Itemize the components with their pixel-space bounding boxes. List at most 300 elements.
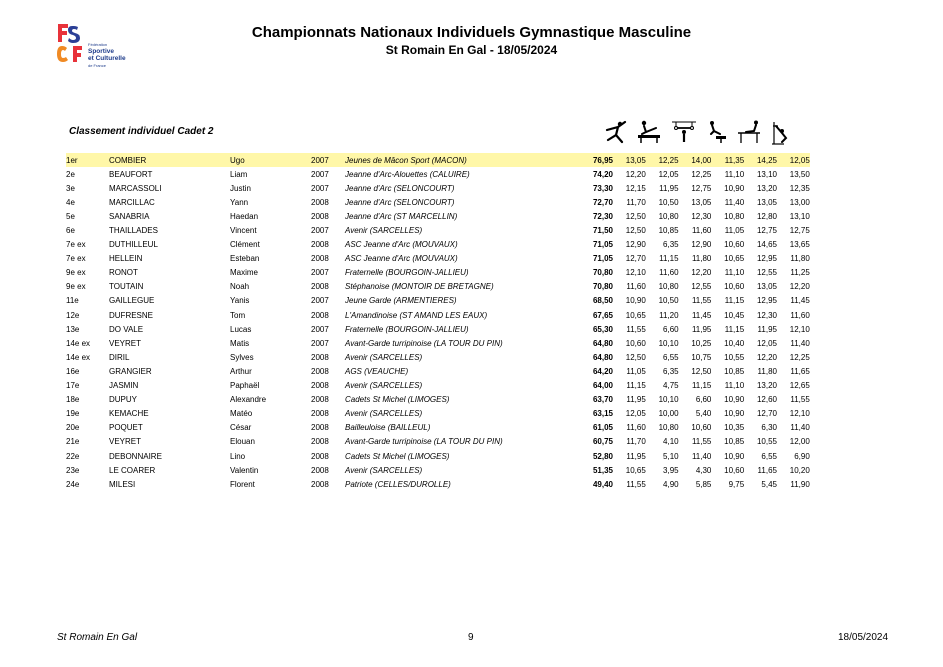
score-cell: 12,50 (625, 226, 646, 236)
total-cell: 68,50 (592, 296, 613, 306)
year-cell: 2008 (311, 423, 329, 433)
score-cell: 12,75 (756, 226, 777, 236)
rank-cell: 20e (66, 423, 80, 433)
score-cell: 10,85 (658, 226, 679, 236)
score-cell: 11,15 (724, 324, 745, 334)
score-cell: 11,65 (757, 465, 777, 475)
score-cell: 12,20 (625, 169, 646, 179)
vault-icon (706, 120, 728, 144)
lastname-cell: GRANGIER (109, 366, 152, 376)
score-cell: 5,10 (663, 451, 679, 461)
score-cell: 13,20 (756, 381, 777, 391)
score-cell: 12,65 (789, 381, 810, 391)
score-cell: 11,20 (659, 310, 679, 320)
table-row (66, 435, 810, 449)
rank-cell: 17e (66, 381, 80, 391)
score-cell: 10,50 (658, 296, 679, 306)
total-cell: 72,70 (592, 197, 613, 207)
lastname-cell: DO VALE (109, 324, 144, 334)
score-cell: 11,10 (724, 381, 745, 391)
score-cell: 11,55 (626, 479, 646, 489)
score-cell: 11,40 (790, 338, 810, 348)
year-cell: 2008 (311, 366, 329, 376)
table-row (66, 336, 810, 350)
score-cell: 4,75 (663, 381, 679, 391)
score-cell: 6,35 (663, 240, 679, 250)
club-cell: ASC Jeanne d'Arc (MOUVAUX) (345, 254, 458, 264)
score-cell: 11,55 (790, 395, 810, 405)
year-cell: 2008 (311, 479, 329, 489)
score-cell: 4,30 (695, 465, 712, 475)
lastname-cell: VEYRET (109, 437, 142, 447)
year-cell: 2008 (311, 211, 329, 221)
lastname-cell: RONOT (109, 268, 138, 278)
club-cell: Patriote (CELLES/DUROLLE) (345, 479, 451, 489)
table-row (66, 280, 810, 294)
lastname-cell: DUTHILLEUL (109, 240, 158, 250)
firstname-cell: Lino (230, 451, 246, 461)
club-cell: Avant-Garde turripinoise (LA TOUR DU PIN) (345, 338, 503, 348)
firstname-cell: Maxime (230, 268, 259, 278)
logo-line-3: et Culturelle (88, 55, 126, 62)
score-cell: 10,10 (658, 338, 679, 348)
lastname-cell: BEAUFORT (109, 169, 153, 179)
club-cell: Stéphanoise (MONTOIR DE BRETAGNE) (345, 282, 494, 292)
table-row (66, 252, 810, 266)
year-cell: 2007 (311, 169, 329, 179)
lastname-cell: DIRIL (109, 352, 130, 362)
total-cell: 70,80 (592, 282, 613, 292)
total-cell: 71,05 (592, 254, 613, 264)
firstname-cell: Valentin (230, 465, 259, 475)
score-cell: 13,05 (691, 197, 712, 207)
score-cell: 12,25 (789, 352, 810, 362)
lastname-cell: MARCILLAC (109, 197, 155, 207)
firstname-cell: Clément (230, 240, 260, 250)
table-row (66, 153, 810, 167)
ranking-table-body (66, 153, 810, 491)
score-cell: 10,90 (724, 409, 745, 419)
year-cell: 2008 (311, 381, 329, 391)
rank-cell: 5e (66, 211, 75, 221)
rank-cell: 23e (66, 465, 80, 475)
score-cell: 11,95 (626, 395, 646, 405)
rank-cell: 2e (66, 169, 75, 179)
score-cell: 12,55 (756, 268, 777, 278)
club-cell: Jeanne d'Arc-Alouettes (CALUIRE) (345, 169, 470, 179)
footer-location: St Romain En Gal (57, 632, 138, 643)
logo-line-4: de France (88, 63, 107, 68)
table-row (66, 195, 810, 209)
lastname-cell: THAILLADES (109, 226, 158, 236)
score-cell: 10,55 (756, 437, 777, 447)
club-cell: Fraternelle (BOURGOIN-JALLIEU) (345, 324, 469, 334)
score-cell: 13,10 (789, 211, 810, 221)
club-cell: Jeunes de Mâcon Sport (MACON) (345, 153, 571, 167)
table-row (66, 308, 810, 322)
firstname-cell: Matis (230, 338, 250, 348)
score-cell: 12,10 (789, 409, 810, 419)
lastname-cell: SANABRIA (109, 211, 150, 221)
club-cell: Jeanne d'Arc (ST MARCELLIN) (345, 211, 458, 221)
total-cell: 71,50 (592, 226, 613, 236)
score-cell: 11,80 (691, 254, 712, 264)
firstname-cell: Vincent (230, 226, 257, 236)
score-cell: 10,10 (658, 395, 679, 405)
score-cell: 9,75 (728, 479, 745, 489)
score-cell: 11,55 (626, 324, 646, 334)
score-cell: 10,60 (691, 423, 712, 433)
total-cell: 74,20 (592, 169, 613, 179)
year-cell: 2007 (311, 324, 329, 334)
parallel-bars-icon (736, 120, 762, 144)
rank-cell: 14e ex (66, 352, 91, 362)
firstname-cell: Noah (230, 282, 250, 292)
total-cell: 70,80 (592, 268, 613, 278)
score-cell: 11,55 (691, 296, 712, 306)
score-cell: 10,65 (625, 465, 646, 475)
footer-page-number: 9 (468, 632, 474, 643)
score-cell: 6,35 (663, 366, 679, 376)
total-cell: 64,20 (592, 366, 613, 376)
page-title: Championnats Nationaux Individuels Gymnastique Masculine (251, 24, 692, 41)
club-cell: ASC Jeanne d'Arc (MOUVAUX) (345, 240, 458, 250)
firstname-cell: Esteban (230, 254, 260, 264)
total-cell: 64,00 (592, 381, 613, 391)
lastname-cell: DUPUY (109, 395, 138, 405)
rank-cell: 21e (66, 437, 80, 447)
firstname-cell: Tom (230, 310, 246, 320)
score-cell: 12,75 (789, 226, 810, 236)
club-cell: Avenir (SARCELLES) (345, 409, 423, 419)
score-cell: 13,05 (756, 282, 777, 292)
score-cell: 10,75 (691, 352, 712, 362)
rank-cell: 1er (66, 153, 109, 167)
score-cell: 11,45 (691, 310, 712, 320)
total-cell: 73,30 (592, 183, 613, 193)
score-cell: 11,15 (626, 381, 646, 391)
score-cell: 10,90 (625, 296, 646, 306)
firstname-cell: Alexandre (230, 395, 267, 405)
table-row (66, 407, 810, 421)
firstname-cell: Matéo (230, 409, 253, 419)
rank-cell: 19e (66, 409, 80, 419)
year-cell: 2008 (311, 465, 329, 475)
club-cell: Avenir (SARCELLES) (345, 352, 423, 362)
score-cell: 13,10 (756, 169, 777, 179)
lastname-cell: HELLEIN (109, 254, 143, 264)
logo-line-1: Fédération (88, 42, 108, 47)
score-cell: 10,60 (724, 240, 745, 250)
score-cell: 6,60 (695, 395, 712, 405)
score-cell: 14,65 (756, 240, 777, 250)
lastname-cell: VEYRET (109, 338, 142, 348)
year-cell: 2008 (311, 352, 329, 362)
score-cell: 12,05 (777, 153, 810, 167)
score-cell: 11,70 (626, 197, 646, 207)
score-cell: 11,60 (659, 268, 679, 278)
score-cell: 10,85 (724, 437, 745, 447)
score-cell: 6,55 (761, 451, 777, 461)
score-cell: 11,55 (691, 437, 712, 447)
score-cell: 11,60 (626, 282, 646, 292)
total-cell: 76,95 (571, 153, 613, 167)
score-cell: 11,60 (790, 310, 810, 320)
rank-cell: 7e ex (66, 254, 86, 264)
club-cell: Avenir (SARCELLES) (345, 381, 423, 391)
lastname-cell: MARCASSOLI (109, 183, 162, 193)
score-cell: 11,65 (790, 366, 810, 376)
score-cell: 11,95 (659, 183, 679, 193)
score-cell: 5,45 (761, 479, 777, 489)
rank-cell: 3e (66, 183, 75, 193)
score-cell: 14,00 (679, 153, 712, 167)
footer-date: 18/05/2024 (838, 632, 889, 643)
score-cell: 10,65 (724, 254, 745, 264)
total-cell: 52,80 (592, 451, 613, 461)
rank-cell: 4e (66, 197, 75, 207)
year-cell: 2007 (311, 226, 329, 236)
score-cell: 5,85 (695, 479, 712, 489)
score-cell: 12,50 (625, 352, 646, 362)
club-cell: Avenir (SARCELLES) (345, 465, 423, 475)
lastname-cell: POQUET (109, 423, 143, 433)
score-cell: 6,90 (794, 451, 810, 461)
club-cell: Cadets St Michel (LIMOGES) (345, 395, 450, 405)
score-cell: 10,60 (724, 282, 745, 292)
score-cell: 11,15 (691, 381, 712, 391)
lastname-cell: JASMIN (109, 381, 139, 391)
score-cell: 12,95 (756, 254, 777, 264)
club-cell: Fraternelle (BOURGOIN-JALLIEU) (345, 268, 469, 278)
rank-cell: 18e (66, 395, 80, 405)
score-cell: 10,60 (724, 465, 745, 475)
rank-cell: 6e (66, 226, 75, 236)
year-cell: 2008 (311, 395, 329, 405)
score-cell: 11,15 (724, 296, 745, 306)
score-cell: 10,50 (658, 197, 679, 207)
firstname-cell: Arthur (230, 366, 252, 376)
score-cell: 10,35 (724, 423, 745, 433)
year-cell: 2007 (311, 183, 329, 193)
score-cell: 12,20 (756, 352, 777, 362)
rank-cell: 24e (66, 479, 80, 489)
rank-cell: 7e ex (66, 240, 86, 250)
lastname-cell: DUFRESNE (109, 310, 154, 320)
lastname-cell: KEMACHE (109, 409, 149, 419)
score-cell: 12,50 (625, 211, 646, 221)
firstname-cell: Yann (230, 197, 249, 207)
score-cell: 11,05 (724, 226, 745, 236)
score-cell: 11,40 (691, 451, 712, 461)
score-cell: 12,50 (691, 366, 712, 376)
club-cell: Jeune Garde (ARMENTIERES) (345, 296, 457, 306)
score-cell: 12,20 (691, 268, 712, 278)
table-row (66, 294, 810, 308)
section-title: Classement individuel Cadet 2 (69, 126, 214, 137)
score-cell: 4,10 (663, 437, 679, 447)
firstname-cell: Florent (230, 479, 255, 489)
rank-cell: 14e ex (66, 338, 91, 348)
score-cell: 10,45 (724, 310, 745, 320)
firstname-cell: Sylves (230, 352, 254, 362)
score-cell: 10,85 (724, 366, 745, 376)
score-cell: 13,00 (789, 197, 810, 207)
score-cell: 11,80 (790, 254, 810, 264)
total-cell: 63,15 (592, 409, 613, 419)
score-cell: 6,60 (663, 324, 679, 334)
score-cell: 12,05 (658, 169, 679, 179)
score-cell: 6,55 (663, 352, 679, 362)
score-cell: 10,80 (658, 211, 679, 221)
score-cell: 12,35 (789, 183, 810, 193)
club-cell: Jeanne d'Arc (SELONCOURT) (345, 183, 455, 193)
club-cell: Bailleuloise (BAILLEUL) (345, 423, 431, 433)
score-cell: 12,05 (625, 409, 646, 419)
year-cell: 2007 (311, 268, 329, 278)
club-cell: Avant-Garde turripinoise (LA TOUR DU PIN) (345, 437, 503, 447)
score-cell: 10,90 (724, 183, 745, 193)
table-row (66, 350, 810, 364)
score-cell: 10,20 (789, 465, 810, 475)
club-cell: L'Amandinoise (ST AMAND LES EAUX) (345, 310, 488, 320)
total-cell: 63,70 (592, 395, 613, 405)
score-cell: 11,40 (724, 197, 745, 207)
score-cell: 12,10 (789, 324, 810, 334)
logo-line-2: Sportive (88, 48, 115, 55)
lastname-cell: COMBIER (109, 153, 230, 167)
score-cell: 10,25 (691, 338, 712, 348)
firstname-cell: Lucas (230, 324, 252, 334)
firstname-cell: Liam (230, 169, 248, 179)
score-cell: 13,05 (613, 153, 646, 167)
score-cell: 13,50 (789, 169, 810, 179)
score-cell: 13,20 (756, 183, 777, 193)
ranking-table (66, 153, 810, 491)
score-cell: 11,10 (724, 268, 745, 278)
pommel-horse-icon (636, 120, 662, 144)
rank-cell: 16e (66, 366, 80, 376)
score-cell: 12,90 (625, 240, 646, 250)
score-cell: 10,60 (625, 338, 646, 348)
score-cell: 11,60 (626, 423, 646, 433)
table-row (66, 379, 810, 393)
score-cell: 11,10 (724, 169, 745, 179)
score-cell: 12,90 (691, 240, 712, 250)
year-cell: 2008 (311, 282, 329, 292)
total-cell: 71,05 (592, 240, 613, 250)
page-subtitle: St Romain En Gal - 18/05/2024 (385, 43, 558, 57)
floor-icon (604, 120, 628, 144)
table-row (66, 393, 810, 407)
rings-icon (670, 120, 698, 144)
score-cell: 12,70 (756, 409, 777, 419)
score-cell: 12,30 (691, 211, 712, 221)
score-cell: 12,80 (756, 211, 777, 221)
score-cell: 4,90 (663, 479, 679, 489)
score-cell: 12,20 (789, 282, 810, 292)
table-row (66, 181, 810, 195)
year-cell: 2008 (311, 254, 329, 264)
table-row (66, 209, 810, 223)
score-cell: 10,90 (724, 451, 745, 461)
total-cell: 65,30 (592, 324, 613, 334)
total-cell: 61,05 (592, 423, 613, 433)
score-cell: 14,25 (744, 153, 777, 167)
table-row (66, 463, 810, 477)
score-cell: 6,30 (761, 423, 777, 433)
firstname-cell: Paphaël (230, 381, 260, 391)
score-cell: 11,35 (711, 153, 744, 167)
total-cell: 67,65 (592, 310, 613, 320)
score-cell: 12,75 (691, 183, 712, 193)
table-row (66, 238, 810, 252)
score-cell: 12,30 (756, 310, 777, 320)
score-cell: 12,00 (789, 437, 810, 447)
score-cell: 11,95 (626, 451, 646, 461)
score-cell: 11,45 (790, 296, 810, 306)
score-cell: 10,90 (724, 395, 745, 405)
firstname-cell: Justin (230, 183, 251, 193)
score-cell: 12,70 (625, 254, 646, 264)
year-cell: 2007 (311, 153, 345, 167)
score-cell: 13,65 (789, 240, 810, 250)
table-row (66, 449, 810, 463)
score-cell: 10,55 (724, 352, 745, 362)
firstname-cell: Yanis (230, 296, 250, 306)
lastname-cell: GAILLEGUE (109, 296, 155, 306)
firstname-cell: Haedan (230, 211, 259, 221)
score-cell: 11,25 (790, 268, 810, 278)
score-cell: 12,25 (646, 153, 679, 167)
table-row (66, 477, 810, 491)
total-cell: 72,30 (592, 211, 613, 221)
score-cell: 11,05 (626, 366, 646, 376)
year-cell: 2008 (311, 437, 329, 447)
table-row (66, 364, 810, 378)
score-cell: 12,10 (625, 268, 646, 278)
score-cell: 10,80 (658, 282, 679, 292)
table-row (66, 167, 810, 181)
score-cell: 13,05 (756, 197, 777, 207)
lastname-cell: LE COARER (109, 465, 156, 475)
score-cell: 11,15 (659, 254, 679, 264)
score-cell: 10,65 (625, 310, 646, 320)
year-cell: 2008 (311, 197, 329, 207)
table-row (66, 322, 810, 336)
score-cell: 3,95 (663, 465, 679, 475)
score-cell: 11,90 (790, 479, 810, 489)
firstname-cell: César (230, 423, 252, 433)
score-cell: 10,40 (724, 338, 745, 348)
high-bar-icon (770, 120, 792, 146)
total-cell: 49,40 (592, 479, 613, 489)
year-cell: 2007 (311, 296, 329, 306)
year-cell: 2008 (311, 240, 329, 250)
year-cell: 2007 (311, 338, 329, 348)
year-cell: 2008 (311, 409, 329, 419)
score-cell: 12,25 (691, 169, 712, 179)
score-cell: 11,95 (757, 324, 777, 334)
lastname-cell: TOUTAIN (109, 282, 144, 292)
score-cell: 11,60 (691, 226, 712, 236)
score-cell: 10,80 (724, 211, 745, 221)
score-cell: 11,70 (626, 437, 646, 447)
club-cell: AGS (VEAUCHE) (345, 366, 409, 376)
table-row (66, 421, 810, 435)
score-cell: 11,40 (790, 423, 810, 433)
rank-cell: 9e ex (66, 282, 86, 292)
